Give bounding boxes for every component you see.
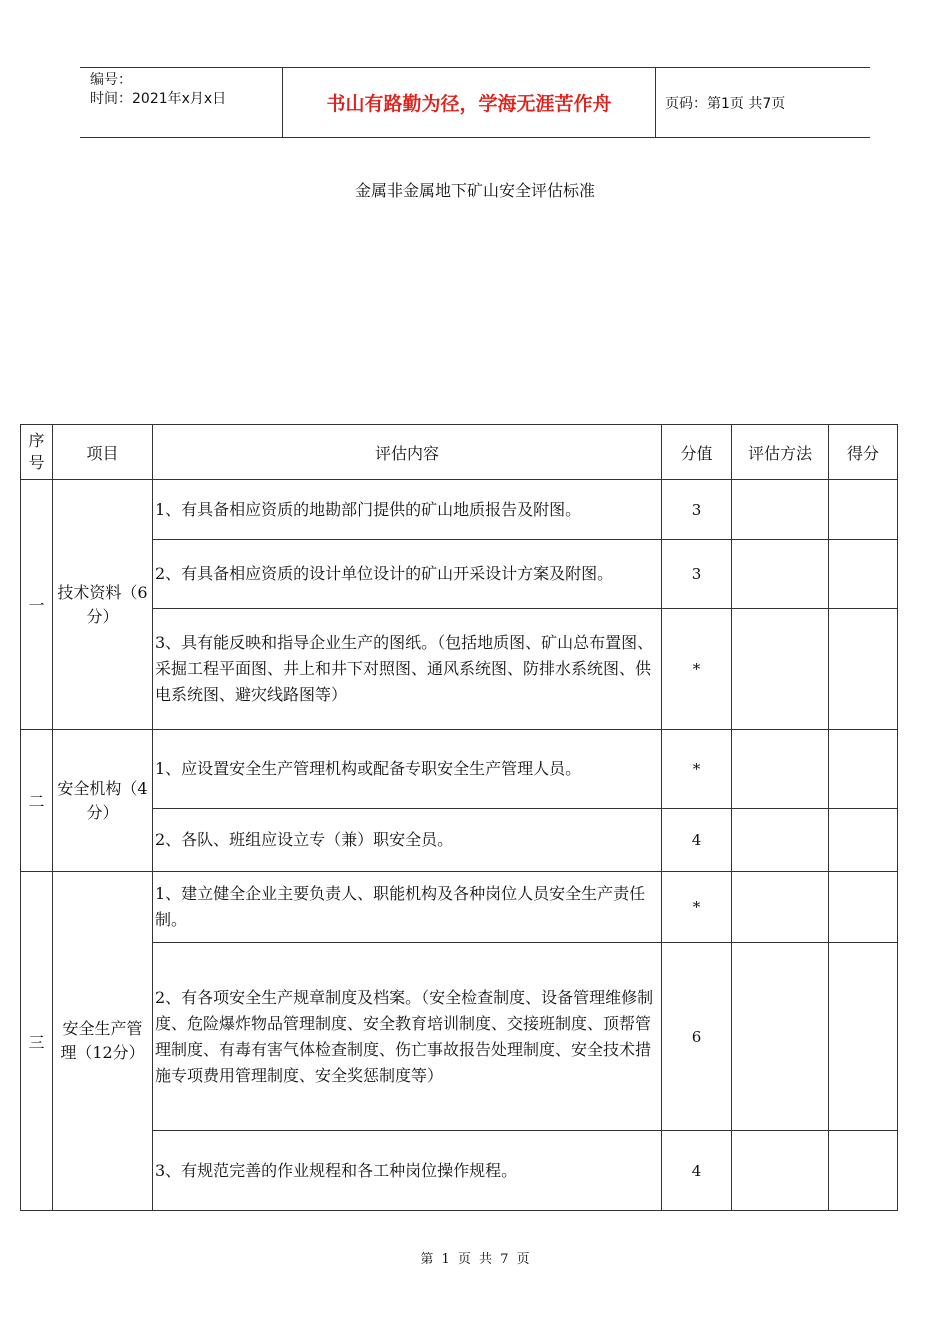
- item-content: 2、各队、班组应设立专（兼）职安全员。: [153, 809, 662, 872]
- header-project: 项目: [53, 425, 153, 480]
- item-result: [829, 730, 898, 809]
- item-method: [732, 480, 829, 540]
- table-row: [21, 480, 898, 540]
- page-header: [80, 67, 870, 138]
- item-method: [732, 943, 829, 1131]
- table-row: [21, 809, 898, 872]
- section-seq: 二: [21, 730, 53, 872]
- item-score: 6: [662, 943, 732, 1131]
- item-method: [732, 1131, 829, 1211]
- item-score: *: [662, 872, 732, 943]
- item-result: [829, 809, 898, 872]
- item-method: [732, 872, 829, 943]
- item-content: 1、建立健全企业主要负责人、职能机构及各种岗位人员安全生产责任制。: [153, 872, 662, 943]
- item-result: [829, 609, 898, 730]
- table-row: [21, 730, 898, 809]
- item-score: 4: [662, 1131, 732, 1211]
- evaluation-table: [20, 424, 898, 1211]
- table-row: [21, 1131, 898, 1211]
- section-seq: 三: [21, 872, 53, 1211]
- item-content: 3、具有能反映和指导企业生产的图纸。（包括地质图、矿山总布置图、采掘工程平面图、井上和井下对照图、通风系统图、防排水系统图、供电系统图、避灾线路图等）: [153, 609, 662, 730]
- header-motto: 书山有路勤为径，学海无涯苦作舟: [282, 68, 656, 137]
- item-content: 1、有具备相应资质的地勘部门提供的矿山地质报告及附图。: [153, 480, 662, 540]
- table-row: [21, 872, 898, 943]
- item-score: 4: [662, 809, 732, 872]
- item-result: [829, 872, 898, 943]
- header-result: 得分: [829, 425, 898, 480]
- section-project: 安全机构（4分）: [53, 730, 153, 872]
- item-result: [829, 1131, 898, 1211]
- table-row: [21, 540, 898, 609]
- item-content: 1、应设置安全生产管理机构或配备专职安全生产管理人员。: [153, 730, 662, 809]
- header-method: 评估方法: [732, 425, 829, 480]
- time-label: 时间：2021年x月x日: [90, 91, 227, 107]
- item-content: 2、有具备相应资质的设计单位设计的矿山开采设计方案及附图。: [153, 540, 662, 609]
- section-seq: 一: [21, 480, 53, 730]
- header-content: 评估内容: [153, 425, 662, 480]
- table-header-row: [21, 425, 898, 480]
- header-meta: [80, 68, 282, 137]
- item-score: 3: [662, 480, 732, 540]
- header-seq: 序号: [21, 425, 53, 480]
- table-row: [21, 609, 898, 730]
- document-title: 金属非金属地下矿山安全评估标准: [354, 181, 595, 200]
- item-content: 2、有各项安全生产规章制度及档案。（安全检查制度、设备管理维修制度、危险爆炸物品管理制度、安全教育培训制度、交接班制度、顶帮管理制度、有毒有害气体检查制度、伤亡事故报告处理制度、安全技术措施专项费用管理制度、安全奖惩制度等）: [153, 943, 662, 1131]
- item-method: [732, 609, 829, 730]
- item-result: [829, 540, 898, 609]
- table-row: [21, 943, 898, 1131]
- item-content: 3、有规范完善的作业规程和各工种岗位操作规程。: [153, 1131, 662, 1211]
- section-project: 技术资料（6分）: [53, 480, 153, 730]
- item-method: [732, 540, 829, 609]
- item-score: 3: [662, 540, 732, 609]
- item-score: *: [662, 730, 732, 809]
- item-result: [829, 480, 898, 540]
- header-page-info: 页码：第1页 共7页: [665, 95, 786, 112]
- page-footer: 第 1 页 共 7 页: [420, 1252, 530, 1267]
- item-method: [732, 809, 829, 872]
- item-score: *: [662, 609, 732, 730]
- item-result: [829, 943, 898, 1131]
- number-label: 编号：: [90, 72, 132, 88]
- item-method: [732, 730, 829, 809]
- header-score: 分值: [662, 425, 732, 480]
- section-project: 安全生产管理（12分）: [53, 872, 153, 1211]
